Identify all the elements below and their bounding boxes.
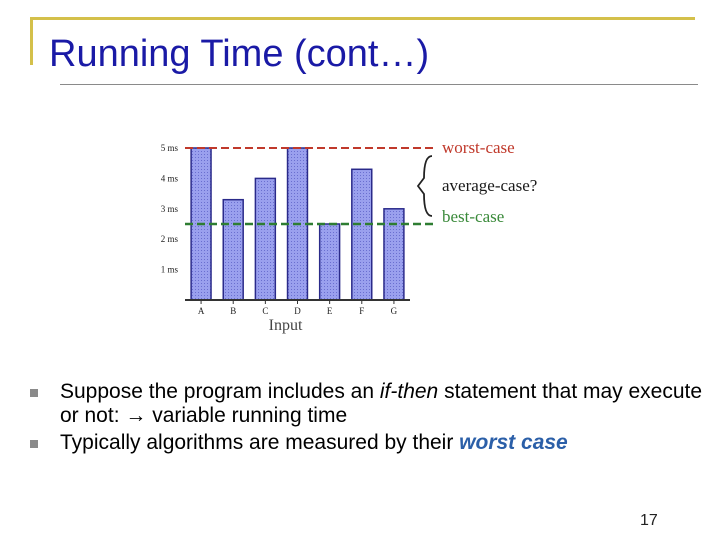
- bar: [223, 200, 243, 300]
- bullet-marker: [30, 440, 38, 448]
- brace-icon: [418, 156, 432, 216]
- bullet-list: [28, 380, 708, 458]
- page-number: 17: [640, 512, 658, 529]
- y-tick-label: 5 ms: [160, 143, 178, 153]
- bullet-item: [28, 380, 708, 428]
- bullet-emphasis: if-then: [379, 380, 439, 403]
- x-tick-label: D: [294, 306, 301, 316]
- title-frame-left: [30, 17, 33, 65]
- annotation-label: average-case?: [442, 176, 538, 195]
- x-tick-label: B: [230, 306, 237, 316]
- y-tick-label: 3 ms: [160, 203, 178, 214]
- annotation-label: worst-case: [442, 138, 515, 157]
- bullet-highlight: worst case: [459, 431, 568, 454]
- bullet-text: statement that may execute or not: → variable running time: [60, 380, 703, 427]
- title-underline: [60, 84, 698, 85]
- bullet-text: Typically algorithms are measured by their: [60, 431, 460, 454]
- x-axis: [198, 300, 398, 316]
- bullet-item: [28, 431, 708, 455]
- case-annotations: [418, 138, 537, 226]
- running-time-chart: [150, 130, 590, 345]
- x-tick-label: A: [197, 306, 205, 316]
- slide-title: Running Time (cont…): [49, 33, 430, 75]
- bar: [384, 209, 404, 300]
- bar: [352, 169, 372, 300]
- x-tick-label: E: [326, 306, 333, 316]
- x-axis-label: Input: [268, 317, 303, 334]
- x-tick-label: G: [390, 306, 398, 316]
- x-tick-label: C: [262, 306, 269, 316]
- annotation-label: best-case: [442, 207, 505, 226]
- x-tick-label: F: [359, 306, 365, 316]
- y-tick-label: 1 ms: [160, 264, 178, 275]
- bar: [320, 224, 340, 300]
- bar: [255, 178, 275, 300]
- y-tick-label: 2 ms: [160, 234, 178, 245]
- bullet-text: Suppose the program includes an: [60, 380, 380, 403]
- y-axis: [161, 143, 179, 275]
- title-frame-top: [30, 17, 695, 20]
- bullet-marker: [30, 389, 38, 397]
- y-tick-label: 4 ms: [160, 173, 178, 184]
